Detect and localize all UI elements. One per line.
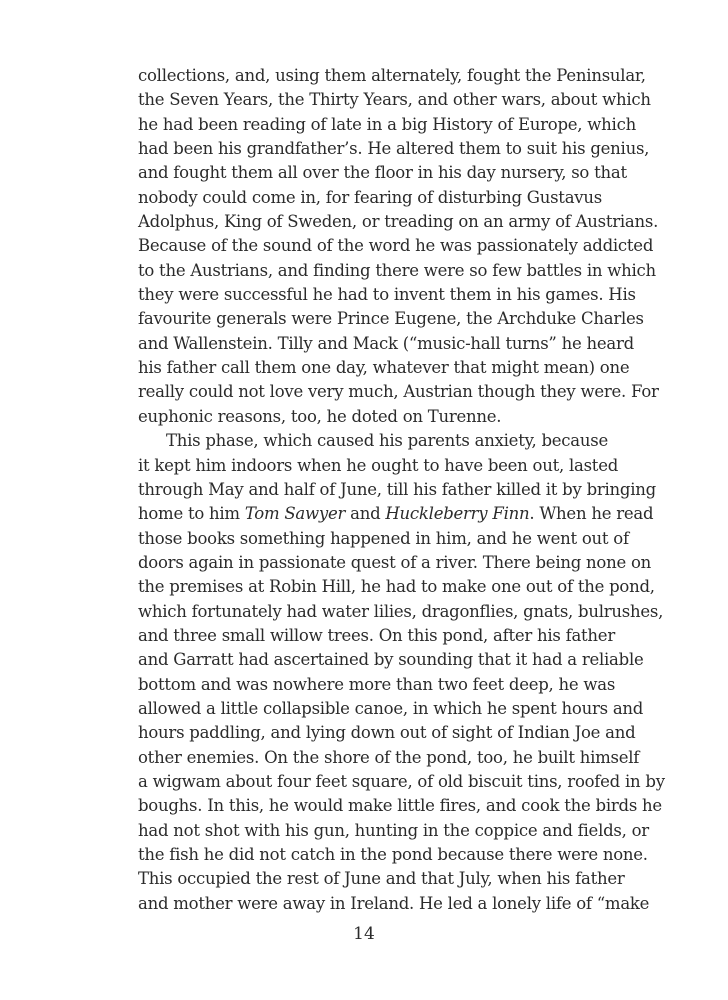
text-line: really could not love very much, Austrian though they were. For (138, 382, 659, 402)
text-line: collections, and, using them alternately, fought the Peninsular, (138, 66, 646, 85)
text-line: nobody could come in, for fearing of disturbing Gustavus (138, 187, 602, 207)
text-line: the fish he did not catch in the pond because there were none. (138, 845, 648, 864)
text-line: This occupied the rest of June and that July, when his father (138, 869, 625, 889)
text-line: had not shot with his gun, hunting in the coppice and fields, or (138, 820, 649, 840)
text-line: had been his grandfather’s. He altered them to suit his genius, (138, 139, 650, 159)
text-line: the premises at Robin Hill, he had to make one out of the pond, (138, 577, 655, 597)
text-line: and fought them all over the floor in his day nursery, so that (138, 163, 627, 183)
text-line: a wigwam about four feet square, of old biscuit tins, roofed in by (138, 771, 665, 791)
text-line: boughs. In this, he would make little fires, and cook the birds he (138, 796, 662, 816)
text-line: and three small willow trees. On this pond, after his father (138, 625, 615, 645)
book-title: Huckleberry Finn (385, 504, 530, 524)
text-line: euphonic reasons, too, he doted on Turenne. (138, 406, 502, 426)
text-line (138, 502, 654, 526)
text-line: Because of the sound of the word he was passionately addicted (138, 236, 654, 256)
text-run: . When he read (529, 504, 654, 524)
text-line: and Wallenstein. Tilly and Mack (“music-hall turns” he heard (138, 333, 634, 353)
text-line: This phase, which caused his parents anxiety, because (166, 431, 608, 451)
text-line: hours paddling, and lying down out of sight of Indian Joe and (138, 723, 636, 743)
paragraph (138, 64, 659, 429)
page-number: 14 (353, 924, 375, 944)
text-line: doors again in passionate quest of a river. There being none on (138, 552, 652, 572)
text-line: his father call them one day, whatever that might mean) one (138, 358, 630, 378)
text-line: bottom and was nowhere more than two feet deep, he was (138, 674, 616, 694)
text-line: other enemies. On the shore of the pond, too, he built himself (138, 747, 640, 767)
text-line: and mother were away in Ireland. He led a lonely life of “make (138, 893, 650, 913)
text-line: which fortunately had water lilies, dragonflies, gnats, bulrushes, (138, 601, 664, 621)
text-line: they were successful he had to invent them in his games. His (138, 285, 636, 305)
text-line: Adolphus, King of Sweden, or treading on an army of Austrians. (138, 212, 659, 232)
text-run: home to him (138, 504, 245, 524)
text-line: the Seven Years, the Thirty Years, and other wars, about which (138, 90, 651, 110)
text-line: through May and half of June, till his father killed it by bringing (138, 479, 656, 499)
text-line: those books something happened in him, and he went out of (138, 528, 629, 548)
text-line: to the Austrians, and finding there were so few battles in which (138, 260, 656, 280)
page-body (138, 64, 665, 916)
text-line: allowed a little collapsible canoe, in which he spent hours and (138, 698, 644, 718)
paragraph (138, 429, 665, 916)
book-title: Tom Sawyer (244, 504, 346, 524)
text-line: it kept him indoors when he ought to have been out, lasted (138, 455, 619, 475)
text-line: favourite generals were Prince Eugene, the Archduke Charles (138, 309, 644, 329)
text-run: and (345, 504, 386, 524)
text-line: he had been reading of late in a big History of Europe, which (138, 114, 636, 134)
text-line: and Garratt had ascertained by sounding that it had a reliable (138, 650, 644, 670)
